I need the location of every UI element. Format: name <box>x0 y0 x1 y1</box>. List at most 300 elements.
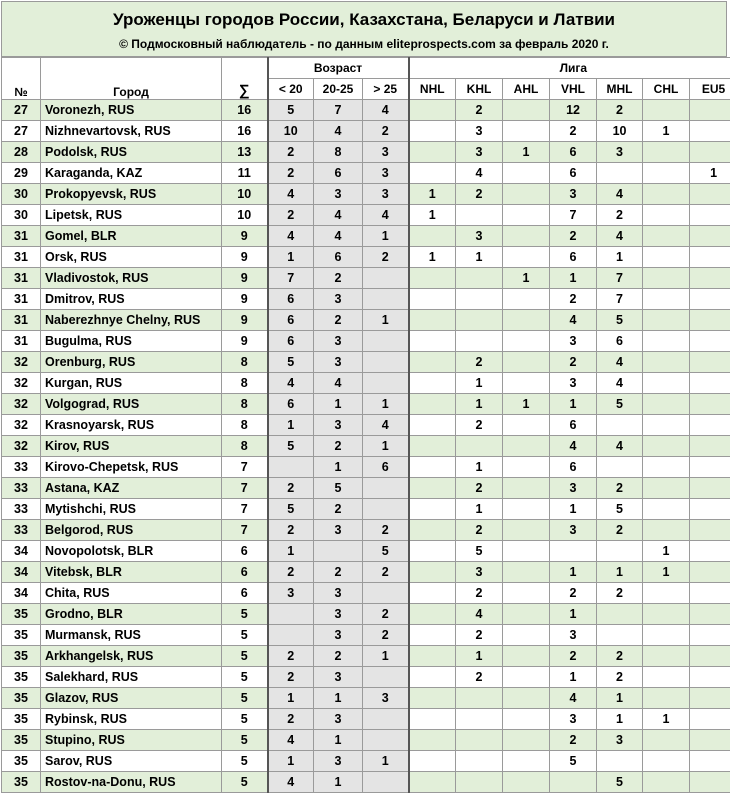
row-age-cell: 5 <box>268 499 314 520</box>
row-league-cell: 2 <box>456 625 503 646</box>
row-league-cell <box>503 688 550 709</box>
row-league-cell <box>409 646 456 667</box>
table-row <box>2 142 730 163</box>
row-sum: 5 <box>222 709 268 730</box>
row-league-cell: 3 <box>550 625 597 646</box>
row-league-cell <box>643 751 690 772</box>
row-league-cell <box>597 457 643 478</box>
row-league-cell <box>456 310 503 331</box>
row-city: Stupino, RUS <box>41 730 222 751</box>
row-league-cell: 1 <box>643 709 690 730</box>
row-league-cell: 2 <box>597 205 643 226</box>
row-num: 35 <box>2 751 41 772</box>
row-league-cell <box>643 646 690 667</box>
row-age-cell: 2 <box>363 520 409 541</box>
row-age-cell: 1 <box>268 751 314 772</box>
row-league-cell <box>409 772 456 793</box>
row-league-cell <box>409 457 456 478</box>
table-row <box>2 436 730 457</box>
row-league-cell: 3 <box>456 121 503 142</box>
table-row <box>2 667 730 688</box>
row-age-cell: 4 <box>268 226 314 247</box>
row-city: Mytishchi, RUS <box>41 499 222 520</box>
row-league-cell: 1 <box>597 247 643 268</box>
row-league-cell <box>409 478 456 499</box>
col-header-league: MHL <box>597 79 643 100</box>
row-league-cell <box>643 625 690 646</box>
row-age-cell <box>363 772 409 793</box>
table-row <box>2 478 730 499</box>
row-age-cell: 2 <box>363 562 409 583</box>
row-league-cell <box>690 688 730 709</box>
row-num: 30 <box>2 184 41 205</box>
row-age-cell: 1 <box>314 688 363 709</box>
row-city: Kirovo-Chepetsk, RUS <box>41 457 222 478</box>
row-league-cell <box>409 583 456 604</box>
row-league-cell <box>643 772 690 793</box>
row-city: Vladivostok, RUS <box>41 268 222 289</box>
row-age-cell: 4 <box>268 373 314 394</box>
row-league-cell <box>690 352 730 373</box>
row-age-cell: 2 <box>363 121 409 142</box>
row-num: 35 <box>2 646 41 667</box>
row-league-cell <box>456 709 503 730</box>
row-age-cell: 3 <box>314 604 363 625</box>
row-sum: 16 <box>222 100 268 121</box>
row-league-cell <box>690 373 730 394</box>
table-row <box>2 562 730 583</box>
row-league-cell <box>643 520 690 541</box>
row-league-cell <box>409 604 456 625</box>
row-league-cell <box>503 121 550 142</box>
row-age-cell <box>268 457 314 478</box>
row-num: 31 <box>2 247 41 268</box>
row-age-cell: 2 <box>314 436 363 457</box>
row-league-cell: 3 <box>550 478 597 499</box>
row-league-cell: 5 <box>597 499 643 520</box>
row-league-cell: 2 <box>550 289 597 310</box>
row-league-cell: 2 <box>456 352 503 373</box>
row-league-cell <box>643 604 690 625</box>
row-league-cell <box>597 163 643 184</box>
row-league-cell <box>409 394 456 415</box>
row-num: 27 <box>2 121 41 142</box>
row-sum: 13 <box>222 142 268 163</box>
row-age-cell: 4 <box>363 100 409 121</box>
row-league-cell <box>409 289 456 310</box>
row-num: 35 <box>2 772 41 793</box>
row-league-cell: 6 <box>550 163 597 184</box>
row-age-cell: 4 <box>363 415 409 436</box>
row-age-cell: 6 <box>363 457 409 478</box>
row-age-cell: 3 <box>314 415 363 436</box>
row-league-cell <box>643 394 690 415</box>
row-age-cell: 2 <box>314 562 363 583</box>
row-league-cell <box>643 499 690 520</box>
row-league-cell: 2 <box>550 121 597 142</box>
row-age-cell: 3 <box>363 163 409 184</box>
table-row <box>2 457 730 478</box>
row-num: 35 <box>2 625 41 646</box>
row-league-cell <box>503 541 550 562</box>
row-sum: 7 <box>222 457 268 478</box>
row-age-cell: 5 <box>314 478 363 499</box>
row-num: 33 <box>2 478 41 499</box>
row-league-cell <box>409 268 456 289</box>
row-league-cell <box>643 247 690 268</box>
row-league-cell <box>409 436 456 457</box>
row-league-cell: 1 <box>409 205 456 226</box>
row-league-cell <box>409 331 456 352</box>
row-league-cell: 2 <box>597 478 643 499</box>
row-age-cell: 1 <box>363 436 409 457</box>
row-sum: 5 <box>222 772 268 793</box>
row-league-cell <box>550 772 597 793</box>
row-league-cell: 4 <box>597 373 643 394</box>
table-row <box>2 583 730 604</box>
row-league-cell <box>597 604 643 625</box>
group-header-row <box>2 58 730 79</box>
row-league-cell: 1 <box>643 562 690 583</box>
row-league-cell <box>456 205 503 226</box>
row-age-cell: 1 <box>314 772 363 793</box>
row-league-cell: 4 <box>550 310 597 331</box>
row-league-cell <box>456 688 503 709</box>
row-league-cell: 1 <box>409 184 456 205</box>
table-row <box>2 688 730 709</box>
row-num: 32 <box>2 415 41 436</box>
row-age-cell: 4 <box>268 772 314 793</box>
row-age-cell: 8 <box>314 142 363 163</box>
row-league-cell: 10 <box>597 121 643 142</box>
row-league-cell <box>503 751 550 772</box>
row-age-cell: 5 <box>268 352 314 373</box>
row-league-cell <box>690 583 730 604</box>
row-league-cell: 4 <box>597 184 643 205</box>
table-row <box>2 625 730 646</box>
row-league-cell <box>503 226 550 247</box>
row-league-cell: 1 <box>503 394 550 415</box>
row-league-cell: 2 <box>456 478 503 499</box>
row-league-cell <box>690 541 730 562</box>
row-num: 33 <box>2 457 41 478</box>
row-age-cell: 3 <box>314 625 363 646</box>
row-league-cell <box>690 625 730 646</box>
row-age-cell: 4 <box>268 184 314 205</box>
row-league-cell: 1 <box>456 373 503 394</box>
row-league-cell: 1 <box>456 394 503 415</box>
row-age-cell: 1 <box>314 457 363 478</box>
row-league-cell <box>690 415 730 436</box>
row-age-cell <box>363 667 409 688</box>
row-league-cell <box>550 541 597 562</box>
row-league-cell: 1 <box>643 541 690 562</box>
row-league-cell <box>503 583 550 604</box>
row-age-cell: 10 <box>268 121 314 142</box>
row-league-cell: 2 <box>456 583 503 604</box>
row-league-cell <box>503 478 550 499</box>
row-city: Krasnoyarsk, RUS <box>41 415 222 436</box>
age-group-header: Возраст <box>268 58 409 79</box>
row-num: 31 <box>2 268 41 289</box>
row-league-cell <box>643 163 690 184</box>
row-age-cell: 1 <box>363 226 409 247</box>
row-age-cell: 3 <box>314 289 363 310</box>
row-sum: 9 <box>222 289 268 310</box>
row-age-cell: 2 <box>314 499 363 520</box>
row-sum: 9 <box>222 247 268 268</box>
row-age-cell: 5 <box>268 100 314 121</box>
table-row <box>2 541 730 562</box>
row-age-cell: 4 <box>314 205 363 226</box>
row-age-cell <box>363 268 409 289</box>
row-league-cell <box>690 331 730 352</box>
row-age-cell <box>314 541 363 562</box>
row-league-cell: 1 <box>409 247 456 268</box>
row-league-cell <box>503 415 550 436</box>
row-num: 33 <box>2 499 41 520</box>
row-city: Bugulma, RUS <box>41 331 222 352</box>
row-league-cell <box>690 709 730 730</box>
page-subtitle: © Подмосковный наблюдатель - по данным eliteprospects.com за февраль 2020 г. <box>2 30 726 52</box>
row-league-cell <box>690 289 730 310</box>
row-age-cell: 4 <box>314 226 363 247</box>
row-league-cell: 1 <box>690 163 730 184</box>
row-league-cell <box>643 289 690 310</box>
row-league-cell <box>643 268 690 289</box>
table-row <box>2 709 730 730</box>
row-sum: 16 <box>222 121 268 142</box>
row-league-cell <box>597 541 643 562</box>
row-league-cell: 2 <box>550 226 597 247</box>
row-league-cell: 2 <box>456 667 503 688</box>
table-row <box>2 415 730 436</box>
row-league-cell <box>503 667 550 688</box>
table-row <box>2 646 730 667</box>
row-league-cell <box>456 289 503 310</box>
row-league-cell <box>409 730 456 751</box>
row-league-cell: 1 <box>503 268 550 289</box>
row-league-cell <box>690 562 730 583</box>
row-league-cell <box>690 772 730 793</box>
row-city: Kurgan, RUS <box>41 373 222 394</box>
row-city: Sarov, RUS <box>41 751 222 772</box>
row-sum: 7 <box>222 478 268 499</box>
row-age-cell: 6 <box>268 331 314 352</box>
row-league-cell <box>643 205 690 226</box>
col-header-league: NHL <box>409 79 456 100</box>
row-age-cell <box>268 604 314 625</box>
row-league-cell: 2 <box>550 583 597 604</box>
row-league-cell <box>409 310 456 331</box>
row-league-cell <box>503 520 550 541</box>
row-league-cell <box>503 373 550 394</box>
row-league-cell <box>597 625 643 646</box>
row-league-cell <box>503 247 550 268</box>
row-city: Belgorod, RUS <box>41 520 222 541</box>
row-league-cell <box>456 730 503 751</box>
row-age-cell: 7 <box>314 100 363 121</box>
table-row <box>2 289 730 310</box>
row-age-cell: 3 <box>314 709 363 730</box>
row-league-cell: 4 <box>597 226 643 247</box>
row-age-cell: 1 <box>363 310 409 331</box>
table-row <box>2 499 730 520</box>
row-num: 28 <box>2 142 41 163</box>
row-league-cell: 1 <box>550 394 597 415</box>
row-city: Rostov-na-Donu, RUS <box>41 772 222 793</box>
row-league-cell <box>456 436 503 457</box>
row-city: Chita, RUS <box>41 583 222 604</box>
row-age-cell: 2 <box>268 205 314 226</box>
col-header-age: 20-25 <box>314 79 363 100</box>
row-league-cell: 2 <box>597 520 643 541</box>
row-sum: 6 <box>222 583 268 604</box>
row-league-cell: 5 <box>597 772 643 793</box>
table-row <box>2 394 730 415</box>
row-league-cell: 2 <box>456 415 503 436</box>
row-league-cell: 1 <box>643 121 690 142</box>
col-header-league: CHL <box>643 79 690 100</box>
row-age-cell: 3 <box>314 667 363 688</box>
row-league-cell <box>503 625 550 646</box>
table-header-banner <box>1 1 727 57</box>
row-age-cell: 1 <box>363 646 409 667</box>
row-num: 31 <box>2 289 41 310</box>
row-num: 35 <box>2 709 41 730</box>
row-league-cell <box>503 772 550 793</box>
league-group-header: Лига <box>409 58 730 79</box>
row-sum: 7 <box>222 520 268 541</box>
row-league-cell: 6 <box>550 415 597 436</box>
row-league-cell <box>643 100 690 121</box>
row-league-cell <box>409 541 456 562</box>
row-sum: 9 <box>222 268 268 289</box>
row-age-cell: 2 <box>314 310 363 331</box>
row-league-cell: 1 <box>550 499 597 520</box>
row-age-cell: 5 <box>268 436 314 457</box>
row-sum: 9 <box>222 226 268 247</box>
row-league-cell <box>409 751 456 772</box>
row-age-cell: 6 <box>268 289 314 310</box>
row-league-cell: 4 <box>597 436 643 457</box>
row-league-cell: 2 <box>597 100 643 121</box>
row-league-cell: 2 <box>456 520 503 541</box>
table-row <box>2 247 730 268</box>
row-sum: 6 <box>222 541 268 562</box>
row-sum: 5 <box>222 667 268 688</box>
row-city: Rybinsk, RUS <box>41 709 222 730</box>
row-league-cell: 3 <box>550 520 597 541</box>
row-age-cell <box>268 625 314 646</box>
row-league-cell: 5 <box>550 751 597 772</box>
table-row <box>2 604 730 625</box>
row-num: 34 <box>2 562 41 583</box>
row-league-cell: 7 <box>597 289 643 310</box>
row-city: Astana, KAZ <box>41 478 222 499</box>
row-league-cell: 2 <box>550 646 597 667</box>
row-league-cell: 2 <box>550 730 597 751</box>
row-num: 35 <box>2 730 41 751</box>
row-league-cell <box>690 751 730 772</box>
row-league-cell <box>409 121 456 142</box>
row-league-cell: 2 <box>597 583 643 604</box>
row-age-cell: 2 <box>268 562 314 583</box>
row-league-cell <box>503 646 550 667</box>
row-league-cell: 5 <box>597 310 643 331</box>
row-city: Podolsk, RUS <box>41 142 222 163</box>
row-age-cell: 5 <box>363 541 409 562</box>
row-league-cell <box>456 268 503 289</box>
row-league-cell: 5 <box>456 541 503 562</box>
row-league-cell <box>690 436 730 457</box>
row-league-cell <box>690 247 730 268</box>
row-sum: 5 <box>222 625 268 646</box>
row-sum: 8 <box>222 436 268 457</box>
row-league-cell <box>690 646 730 667</box>
row-league-cell <box>409 625 456 646</box>
row-league-cell <box>503 352 550 373</box>
row-league-cell <box>643 583 690 604</box>
row-league-cell: 3 <box>550 184 597 205</box>
row-league-cell <box>690 205 730 226</box>
row-league-cell <box>643 730 690 751</box>
row-league-cell <box>503 604 550 625</box>
row-league-cell <box>503 331 550 352</box>
row-league-cell <box>690 499 730 520</box>
row-age-cell: 1 <box>363 394 409 415</box>
row-league-cell <box>409 520 456 541</box>
row-league-cell <box>643 436 690 457</box>
col-header-sum: ∑ <box>222 58 268 100</box>
table-row <box>2 352 730 373</box>
row-league-cell <box>409 352 456 373</box>
row-age-cell: 2 <box>363 604 409 625</box>
row-age-cell: 4 <box>363 205 409 226</box>
row-league-cell: 4 <box>597 352 643 373</box>
table-row <box>2 331 730 352</box>
row-age-cell: 3 <box>314 751 363 772</box>
row-league-cell <box>690 142 730 163</box>
row-sum: 5 <box>222 688 268 709</box>
row-league-cell: 1 <box>550 562 597 583</box>
table-row <box>2 100 730 121</box>
row-league-cell: 1 <box>597 688 643 709</box>
row-age-cell: 3 <box>314 331 363 352</box>
row-league-cell: 4 <box>550 688 597 709</box>
row-league-cell <box>409 499 456 520</box>
row-league-cell: 12 <box>550 100 597 121</box>
row-age-cell: 1 <box>363 751 409 772</box>
page-title: Уроженцы городов России, Казахстана, Беларуси и Латвии <box>2 2 726 30</box>
table-row <box>2 310 730 331</box>
row-age-cell: 1 <box>268 541 314 562</box>
row-league-cell: 6 <box>550 142 597 163</box>
row-city: Novopolotsk, BLR <box>41 541 222 562</box>
table-row <box>2 121 730 142</box>
row-age-cell: 1 <box>268 247 314 268</box>
row-league-cell: 3 <box>597 730 643 751</box>
row-age-cell: 3 <box>363 142 409 163</box>
row-num: 34 <box>2 583 41 604</box>
col-header-league: VHL <box>550 79 597 100</box>
row-league-cell <box>503 289 550 310</box>
row-age-cell: 3 <box>314 184 363 205</box>
row-sum: 5 <box>222 751 268 772</box>
row-sum: 5 <box>222 604 268 625</box>
row-sum: 10 <box>222 205 268 226</box>
col-header-age: < 20 <box>268 79 314 100</box>
